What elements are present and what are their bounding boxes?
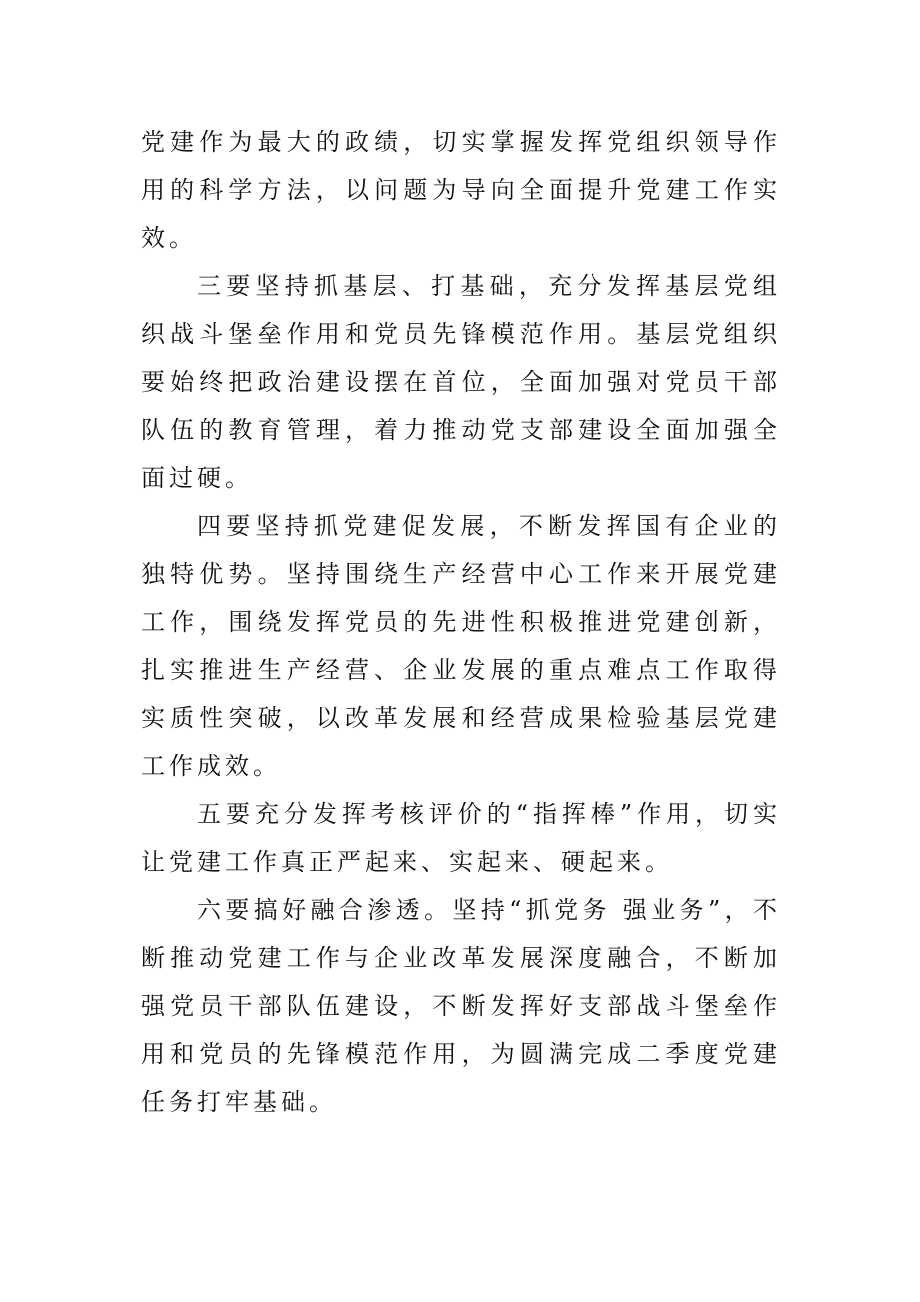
paragraph-continuation: 党建作为最大的政绩，切实掌握发挥党组织领导作用的科学方法，以问题为导向全面提升党建工作实效。: [141, 128, 781, 252]
paragraph-point-three: 三要坚持抓基层、打基础，充分发挥基层党组织战斗堡垒作用和党员先锋模范作用。基层党组织要始终把政治建设摆在首位，全面加强对党员干部队伍的教育管理，着力推动党支部建设全面加强全面过硬。: [141, 272, 781, 492]
paragraph-point-four: 四要坚持抓党建促发展，不断发挥国有企业的独特优势。坚持围绕生产经营中心工作来开展党建工作，围绕发挥党员的先进性积极推进党建创新，扎实推进生产经营、企业发展的重点难点工作取得实质性突破，以改革发展和经营成果检验基层党建工作成效。: [141, 512, 781, 780]
document-body: [141, 118, 781, 1126]
paragraph-point-five: 五要充分发挥考核评价的“指挥棒”作用，切实让党建工作真正严起来、实起来、硬起来。: [141, 800, 781, 876]
paragraph-point-six: 六要搞好融合渗透。坚持“抓党务 强业务”，不断推动党建工作与企业改革发展深度融合，不断加强党员干部队伍建设，不断发挥好支部战斗堡垒作用和党员的先锋模范作用，为圆满完成二季度党建任务打牢基础。: [141, 896, 781, 1116]
